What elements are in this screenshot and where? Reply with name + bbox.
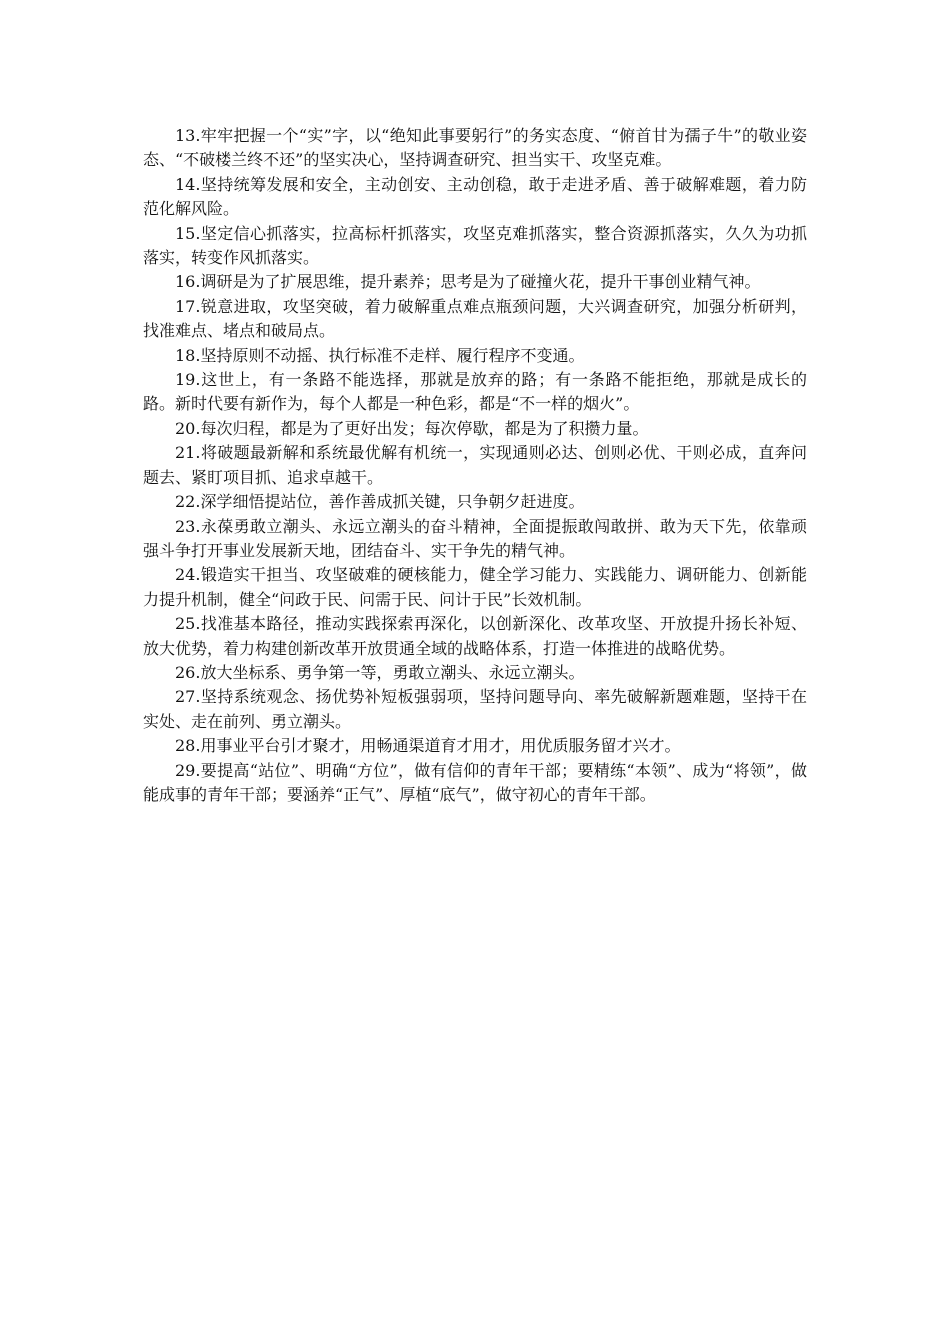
paragraph-19: 19.这世上，有一条路不能选择，那就是放弃的路；有一条路不能拒绝，那就是成长的路。新时代要有新作为，每个人都是一种色彩，都是“不一样的烟火”。 (143, 370, 807, 414)
paragraph-14: 14.坚持统筹发展和安全，主动创安、主动创稳，敢于走进矛盾、善于破解难题，着力防范化解风险。 (143, 174, 807, 219)
paragraph-13: 13.牢牢把握一个“实”字，以“绝知此事要躬行”的务实态度、“俯首甘为孺子牛”的敬业姿态、“不破楼兰终不还”的坚实决心，坚持调查研究、担当实干、攻坚克难。 (143, 126, 807, 170)
paragraph-16: 16.调研是为了扩展思维，提升素养；思考是为了碰撞火花，提升干事创业精气神。 (175, 272, 761, 292)
paragraph-22: 22.深学细悟提站位，善作善成抓关键，只争朝夕赶进度。 (175, 492, 585, 512)
paragraph-27: 27.坚持系统观念、扬优势补短板强弱项，坚持问题导向、率先破解新题难题，坚持干在实处、走在前列、勇立潮头。 (143, 687, 807, 731)
paragraph-26: 26.放大坐标系、勇争第一等，勇敢立潮头、永远立潮头。 (175, 662, 585, 682)
paragraph-18: 18.坚持原则不动摇、执行标准不走样、履行程序不变通。 (175, 345, 585, 365)
document-body (143, 124, 807, 807)
paragraph-28: 28.用事业平台引才聚才，用畅通渠道育才用才，用优质服务留才兴才。 (175, 736, 681, 756)
paragraph-23: 23.永葆勇敢立潮头、永远立潮头的奋斗精神，全面提振敢闯敢拼、敢为天下先，依靠顽强斗争打开事业发展新天地，团结奋斗、实干争先的精气神。 (143, 516, 807, 560)
paragraph-29: 29.要提高“站位”、明确“方位”，做有信仰的青年干部；要精练“本领”、成为“将领”，做能成事的青年干部；要涵养“正气”、厚植“底气”，做守初心的青年干部。 (143, 760, 807, 804)
paragraph-17: 17.锐意进取，攻坚突破，着力破解重点难点瓶颈问题，大兴调查研究，加强分析研判，找准难点、堵点和破局点。 (143, 296, 807, 341)
paragraph-15: 15.坚定信心抓落实，拉高标杆抓落实，攻坚克难抓落实，整合资源抓落实，久久为功抓落实，转变作风抓落实。 (143, 223, 807, 268)
paragraph-20: 20.每次归程，都是为了更好出发；每次停歇，都是为了积攒力量。 (175, 418, 649, 438)
paragraph-21: 21.将破题最新解和系统最优解有机统一，实现通则必达、创则必优、干则必成，直奔问题去、紧盯项目抓、追求卓越干。 (143, 443, 807, 487)
paragraph-25: 25.找准基本路径，推动实践探索再深化，以创新深化、改革攻坚、开放提升扬长补短、放大优势，着力构建创新改革开放贯通全域的战略体系，打造一体推进的战略优势。 (143, 614, 807, 658)
paragraph-24: 24.锻造实干担当、攻坚破难的硬核能力，健全学习能力、实践能力、调研能力、创新能力提升机制，健全“问政于民、问需于民、问计于民”长效机制。 (143, 565, 807, 609)
